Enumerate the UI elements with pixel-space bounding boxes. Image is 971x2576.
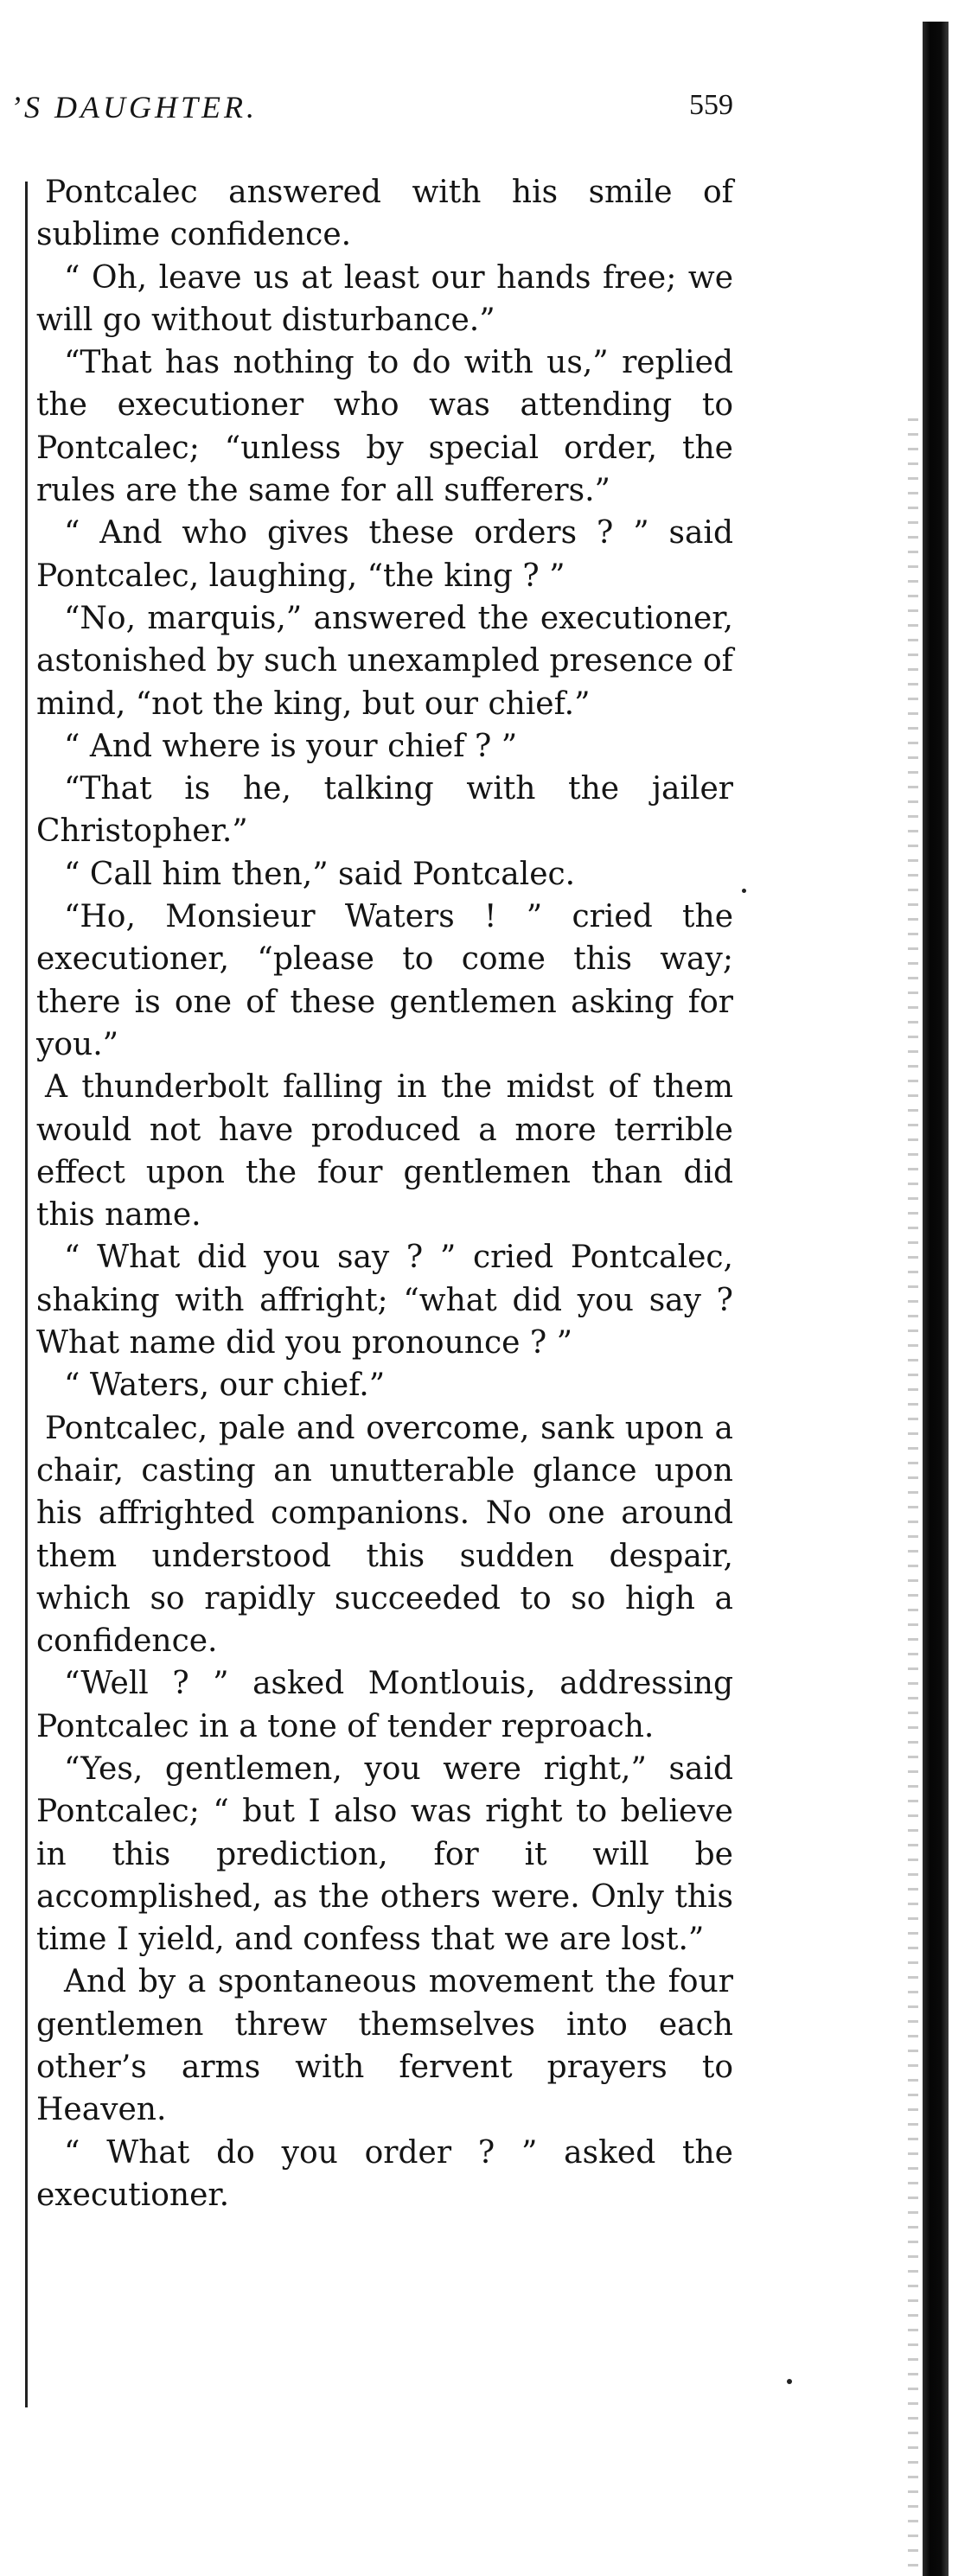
paragraph: “Well ? ” asked Montlouis, addressing Pontcalec in a tone of tender reproach.	[36, 1666, 733, 1744]
paragraph: And by a spontaneous movement the four gentlemen threw themselves into each other’s arms with fervent prayers to Heaven.	[36, 1964, 733, 2128]
paragraph: “ Oh, leave us at least our hands free; we will go without disturbance.”	[36, 259, 733, 338]
paragraph: “ What do you order ? ” asked the executioner.	[36, 2134, 733, 2213]
paragraph: “No, marquis,” answered the executioner, astonished by such unexampled presence of mind, “not the king, but our chief.”	[36, 600, 733, 722]
paragraph: “That has nothing to do with us,” replied the executioner who was attending to Pontcalec; “unless by special order, the rules are the same for all sufferers.”	[36, 345, 733, 509]
running-title: ’S DAUGHTER.	[10, 90, 258, 124]
page-edge-shadow	[908, 406, 918, 2576]
paragraph: “Ho, Monsieur Waters ! ” cried the executioner, “please to come this way; there is one of these gentlemen asking for you.”	[36, 899, 733, 1062]
paragraph: “ And who gives these orders ? ” said Pontcalec, laughing, “the king ? ”	[36, 515, 733, 594]
ink-speck	[742, 889, 746, 893]
book-spine	[923, 22, 949, 2576]
paragraph: Pontcalec, pale and overcome, sank upon a chair, casting an unutterable glance upon his affrighted companions. No one around them understood this sudden despair, which so rapidly succeeded to so high a confidence.	[36, 1410, 733, 1660]
paragraph: “ Call him then,” said Pontcalec.	[64, 856, 576, 892]
ink-speck	[787, 2379, 792, 2384]
paragraph: “ What did you say ? ” cried Pontcalec, shaking with affright; “what did you say ? What name did you pronounce ? ”	[36, 1240, 733, 1361]
body-text	[36, 171, 733, 2216]
paragraph: “ Waters, our chief.”	[64, 1368, 386, 1404]
paragraph: “ And where is your chief ? ”	[64, 728, 518, 764]
paragraph: “That is he, talking with the jailer Christopher.”	[36, 771, 733, 850]
paragraph: Pontcalec answered with his smile of sublime confidence.	[36, 175, 733, 253]
running-head	[10, 89, 733, 132]
page-number: 559	[689, 89, 733, 121]
paragraph: A thunderbolt falling in the midst of them would not have produced a more terrible effect upon the four gentlemen than did this name.	[36, 1069, 733, 1234]
margin-rule	[25, 182, 28, 2407]
paragraph: “Yes, gentlemen, you were right,” said Pontcalec; “ but I also was right to believe in this prediction, for it will be accomplished, as the others were. Only this time I yield, and confess that we are lost.”	[36, 1750, 733, 1958]
